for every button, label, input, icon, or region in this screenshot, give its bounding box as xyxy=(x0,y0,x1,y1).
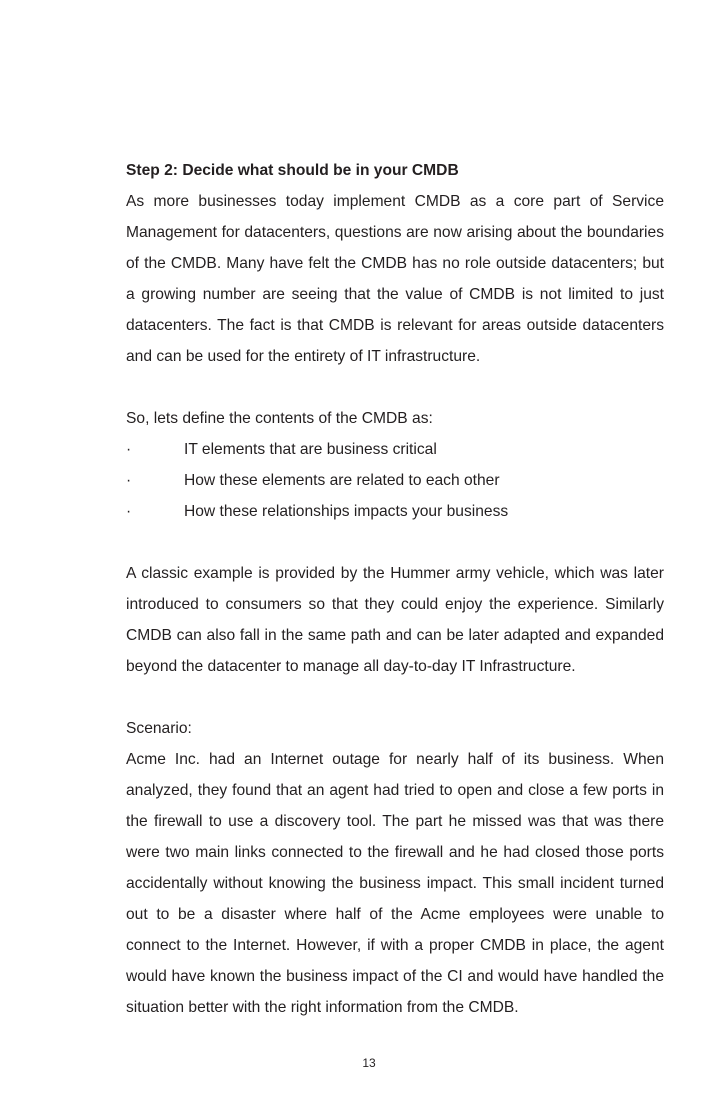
definition-list xyxy=(126,434,664,527)
intro-paragraph: As more businesses today implement CMDB as a core part of Service Management for datacenters, questions are now arising about the boundaries of the CMDB. Many have felt the CMDB has no role outside datacenters; but a growing number are seeing that the value of CMDB is not limited to just datacenters. The fact is that CMDB is relevant for areas outside datacenters and can be used for the entirety of IT infrastructure. xyxy=(126,193,664,365)
list-item xyxy=(126,434,664,465)
paragraph-spacer xyxy=(126,527,664,558)
paragraph-spacer xyxy=(126,682,664,713)
page-body xyxy=(126,155,664,1023)
page-number: 13 xyxy=(362,1056,376,1070)
section-heading: Step 2: Decide what should be in your CMDB xyxy=(126,162,459,179)
definition-lead: So, lets define the contents of the CMDB as: xyxy=(126,410,433,427)
list-item-text: How these elements are related to each other xyxy=(184,472,500,489)
list-item-text: How these relationships impacts your business xyxy=(184,503,509,520)
bullet-marker: · xyxy=(126,503,132,520)
scenario-paragraph: Acme Inc. had an Internet outage for nearly half of its business. When analyzed, they found that an agent had tried to open and close a few ports in the firewall to use a discovery tool. The part he missed was that was there were two main links connected to the firewall and he had closed those ports accidentally without knowing the business impact. This small incident turned out to be a disaster where half of the Acme employees were unable to connect to the Internet. However, if with a proper CMDB in place, the agent would have known the business impact of the CI and would have handled the situation better with the right information from the CMDB. xyxy=(126,751,664,1016)
paragraph-spacer xyxy=(126,372,664,403)
example-paragraph: A classic example is provided by the Hummer army vehicle, which was later introduced to consumers so that they could enjoy the experience. Similarly CMDB can also fall in the same path and can be later adapted and expanded beyond the datacenter to manage all day-to-day IT Infrastructure. xyxy=(126,565,664,675)
bullet-marker: · xyxy=(126,441,132,458)
bullet-marker: · xyxy=(126,472,132,489)
list-item xyxy=(126,465,664,496)
list-item-text: IT elements that are business critical xyxy=(184,441,437,458)
scenario-label: Scenario: xyxy=(126,720,192,737)
list-item xyxy=(126,496,664,527)
